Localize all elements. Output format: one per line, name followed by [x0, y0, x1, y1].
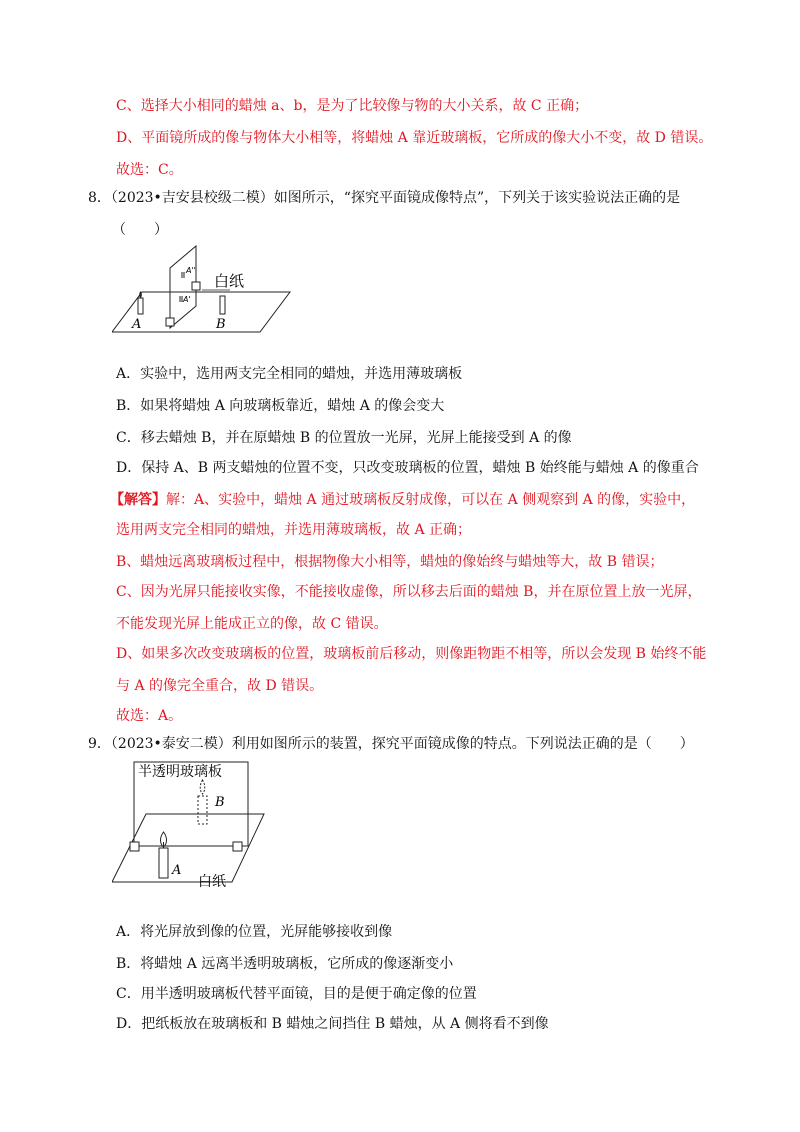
q8-label-a: A [132, 317, 142, 332]
q8-stem: 8．（2023•吉安县校级二模）如图所示，“探究平面镜成像特点”，下列关于该实验说法正确的是 [88, 190, 681, 206]
q9-label-b: B [215, 795, 225, 810]
q8-analysis-tag: 【解答】 [110, 492, 166, 508]
q8-option-b: B．如果将蜡烛 A 向玻璃板靠近，蜡烛 A 的像会变大 [116, 398, 445, 414]
q8-analysis-line5: 不能发现光屏上能成正立的像，故 C 错误。 [116, 616, 388, 632]
q8-block-back [192, 282, 200, 290]
q9-option-c: C．用半透明玻璃板代替平面镜，目的是便于确定像的位置 [116, 986, 477, 1002]
q9-mirror-diagram [112, 758, 272, 890]
q8-analysis-line3: B、蜡烛远离玻璃板过程中，根据物像大小相等，蜡烛的像始终与蜡烛等大，故 B 错误； [116, 554, 664, 570]
q9-figure [112, 758, 272, 890]
q8-candle-b [220, 296, 225, 314]
q8-analysis-text1: 解：A、实验中，蜡烛 A 通过玻璃板反射成像，可以在 A 侧观察到 A 的像，实验中， [166, 492, 696, 508]
q9-block-left [130, 842, 139, 851]
q8-block-front [166, 318, 174, 326]
q9-stem: 9．（2023•泰安二模）利用如图所示的装置，探究平面镜成像的特点。下列说法正确的是（ ） [88, 736, 694, 752]
q8-option-d: D．保持 A、B 两支蜡烛的位置不变，只改变玻璃板的位置，蜡烛 B 始终能与蜡烛 A 的像重合 [116, 460, 699, 476]
q9-flame-b [200, 780, 205, 794]
q9-label-glass: 半透明玻璃板 [138, 764, 222, 780]
q8-answer-paren: （ ） [112, 222, 168, 238]
q8-mirror-diagram [112, 240, 312, 340]
q9-option-d: D．把纸板放在玻璃板和 B 蜡烛之间挡住 B 蜡烛，从 A 侧将看不到像 [116, 1016, 549, 1032]
q8-label-a-prime: A' [183, 295, 191, 304]
q8-analysis-line1 [110, 490, 695, 510]
q8-figure [112, 240, 312, 340]
q8-option-c: C．移去蜡烛 B，并在原蜡烛 B 的位置放一光屏，光屏上能接受到 A 的像 [116, 430, 572, 446]
q8-analysis-line6: D、如果多次改变玻璃板的位置，玻璃板前后移动，则像距物距不相等，所以会发现 B 始终不能 [116, 646, 707, 662]
q8-candle-a [138, 298, 143, 314]
q9-candle-b [198, 796, 207, 824]
q9-option-a: A．将光屏放到像的位置，光屏能够接收到像 [116, 924, 393, 940]
q9-label-paper: 白纸 [198, 874, 226, 890]
q8-label-paper: 白纸 [214, 272, 245, 290]
q9-candle-a [159, 848, 168, 878]
q8-label-b: B [216, 317, 226, 332]
q8-option-a: A．实验中，选用两支完全相同的蜡烛，并选用薄玻璃板 [116, 366, 463, 382]
q9-option-b: B．将蜡烛 A 远离半透明玻璃板，它所成的像逐渐变小 [116, 956, 454, 972]
q8-label-a-dprime: A'' [186, 266, 196, 275]
q8-analysis-line7: 与 A 的像完全重合，故 D 错误。 [116, 678, 324, 694]
q9-label-a: A [172, 863, 182, 878]
q9-block-right [233, 842, 242, 851]
q8-analysis-line4: C、因为光屏只能接收实像，不能接收虚像，所以移去后面的蜡烛 B，并在原位置上放一光屏， [116, 584, 702, 600]
q7-answer: 故选：C。 [116, 162, 183, 178]
q7-analysis-c: C、选择大小相同的蜡烛 a、b，是为了比较像与物的大小关系，故 C 正确； [116, 98, 589, 114]
q8-answer: 故选：A。 [116, 708, 183, 724]
q8-analysis-line2: 选用两支完全相同的蜡烛，并选用薄玻璃板，故 A 正确； [116, 522, 472, 538]
q7-analysis-d: D、平面镜所成的像与物体大小相等，将蜡烛 A 靠近玻璃板，它所成的像大小不变，故 D 错误。 [116, 130, 713, 146]
